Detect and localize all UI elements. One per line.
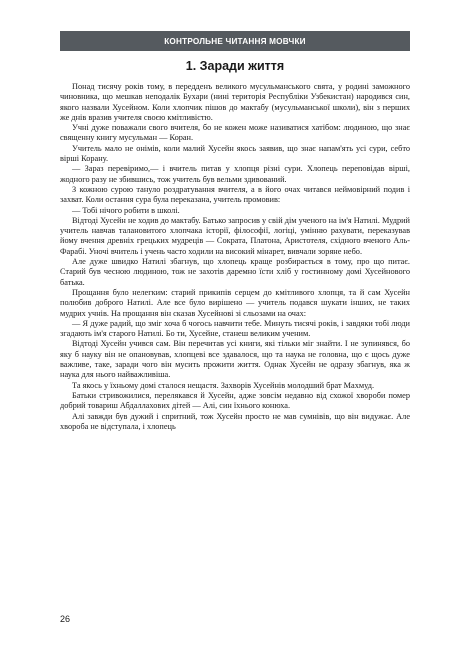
paragraph: — Зараз перевіримо,— і вчитель питав у хлопця різні сури. Хлопець переповідав вірші, жодного разу не збившись, тож учитель був вельми здивований.	[60, 164, 410, 184]
paragraph: — Тобі нічого робити в школі.	[72, 205, 180, 215]
paragraph: — Я дуже радий, що зміг хоча б чогось навчити тебе. Минуть тисячі років, і завдяки тобі люди згадають ім'я старого Натилі. Бо ти, Хусейне, станеш великим ученим.	[60, 318, 410, 339]
paragraph: Учні дуже поважали свого вчителя, бо не кожен може називатися хатібом: людиною, що знає священну книгу мусульман — Коран.	[60, 123, 410, 143]
paragraph: Та якось у їхньому домі сталося нещастя. Захворів Хусейнів молодший брат Махмуд.	[72, 380, 375, 390]
paragraph: Відтоді Хусейн не ходив до мактабу. Батько запросив у свій дім ученого на ім'я Натилі. Мудрий учитель навчав талановитого хлопчака історії, філософії, логіці, умінню рахувати, переказував йому вчення древніх грецьких мудреців — Сократа, Платона, Аристотеля, східного вченого Аль-Фарабі. Уночі вчитель і учень часто ходили на високий мінарет, вивчали зоряне небо.	[60, 215, 410, 256]
paragraph: Понад тисячу років тому, в передденъ великого мусульманського свята, у родині заможного чиновника, що мешкав неподалік Бухари (нині територія Республіки Узбекистан) народився син, якого назвали Хусейном. Коли хлопчик пішов до мактабу (мусульманської школи), він з перших же днів вразив учителя своєю кмітливістю.	[60, 82, 410, 122]
paragraph: Алі завжди був дужий і спритний, тож Хусейн просто не мав сумнівів, що він видужає. Але хвороба не відступала, і хлопець	[60, 411, 410, 431]
section-header	[60, 31, 410, 51]
paragraph: Прощання було нелегким: старий прикипів серцем до кмітливого хлопця, та й сам Хусейн полюбив доброго Натилі. Але все було вирішено — учитель подався шукати інших, не таких мудрих учнів. На прощання він сказав Хусейнові зі сльозами на очах:	[60, 287, 410, 318]
chapter-title: 1. Заради життя	[185, 59, 285, 73]
section-header-label: КОНТРОЛЬНЕ ЧИТАННЯ МОВЧКИ	[164, 36, 306, 46]
page-number: 26	[60, 614, 71, 624]
body-text	[60, 82, 410, 432]
paragraph: З кожною сурою тануло роздратування вчителя, а в його очах читався неймовірний подив і захват. Коли остання сура була переказана, учитель промовив:	[60, 184, 410, 205]
paragraph: Батьки стривожилися, перелякався й Хусейн, адже зовсім недавно від схожої хвороби помер добрий товариш Абдаллахових дітей — Алі, син їхнього конюха.	[60, 390, 410, 411]
paragraph: Відтоді Хусейн учився сам. Він перечитав усі книги, які тільки міг знайти. І не зупинявся, бо яку б науку він не опановував, хлопцеві все здавалося, що та наука не головна, що є щось дуже важливе, таке, заради чого він мусить прожити життя. Однак Хусейн не одразу збагнув, яка ж наука для нього найважливіша.	[60, 339, 410, 380]
paragraph: Учитель мало не онімів, коли малий Хусейн якось заявив, що знає напам'ять усі сури, себто вірші Корану.	[60, 143, 410, 164]
paragraph: Але дуже швидко Натилі збагнув, що хлопець краще розбирається в тому, про що питає. Старий був чесною людиною, тож не захотів даремно їсти хліб у гостинному домі Хусейнового батька.	[60, 257, 410, 287]
